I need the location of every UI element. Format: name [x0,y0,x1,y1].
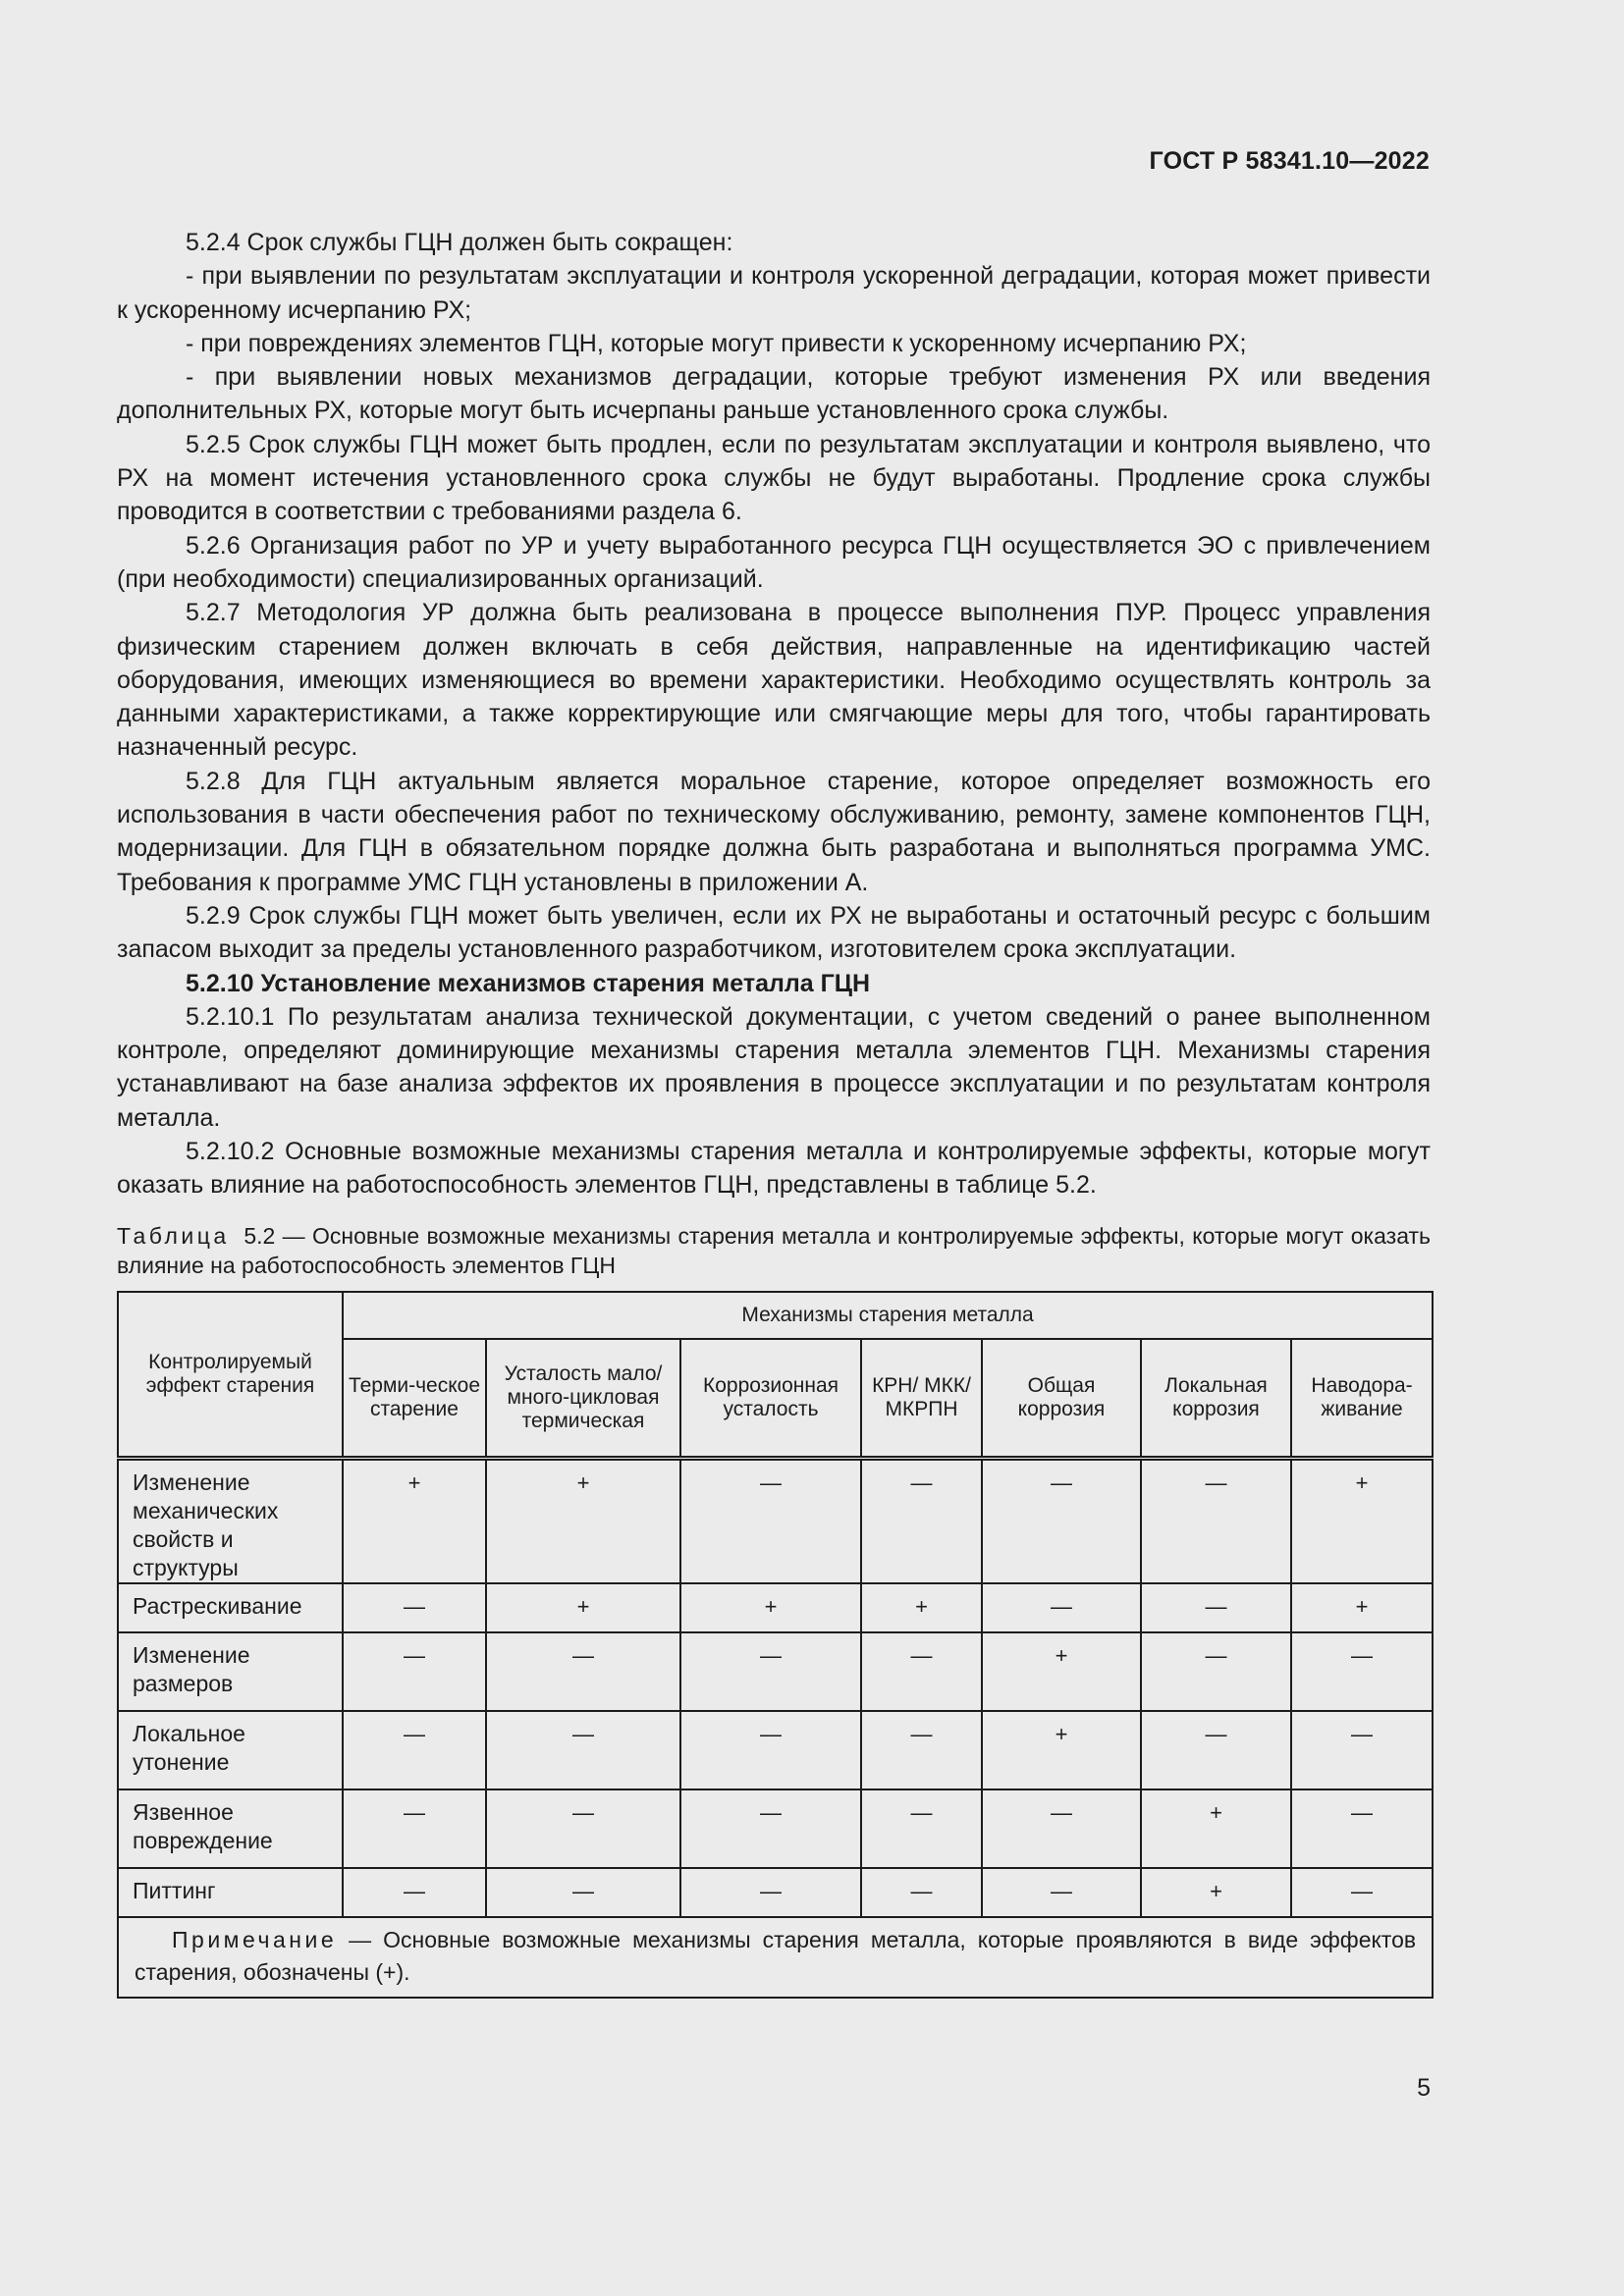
mechanism-cell: + [486,1459,680,1584]
mechanism-cell: — [861,1632,982,1711]
table-caption-label: Таблица [117,1223,230,1249]
paragraph: 5.2.10.1 По результатам анализа технической документации, с учетом сведений о ранее выполненном контроле, определяют доминирующие механизмы старения металла элементов ГЦН. Механизмы старения устанавливают на базе анализа эффектов их проявления в процессе эксплуатации и по результатам контроля металла. [117,1002,1431,1132]
mechanism-cell: — [486,1789,680,1868]
mechanism-cell: + [1291,1459,1433,1584]
mechanism-cell: + [982,1632,1141,1711]
paragraph: 5.2.10.2 Основные возможные механизмы старения металла и контролируемые эффекты, которые могут оказать влияние на работоспособность элементов ГЦН, представлены в таблице 5.2. [117,1138,1431,1200]
mechanism-cell: — [861,1711,982,1789]
mechanism-cell: — [343,1632,486,1711]
effect-label: Изменение размеров [118,1632,343,1711]
mechanism-header: Общая коррозия [982,1339,1141,1459]
effect-label: Питтинг [118,1868,343,1917]
mechanism-cell: — [680,1868,861,1917]
table-row [118,1868,1433,1917]
mechanism-cell: — [1291,1868,1433,1917]
table-row [118,1789,1433,1868]
mechanism-cell: — [680,1459,861,1584]
mechanism-cell: — [343,1789,486,1868]
mechanism-cell: — [861,1459,982,1584]
table-caption [117,1221,1431,1280]
paragraph: - при повреждениях элементов ГЦН, которые могут привести к ускоренному исчерпанию РХ; [186,329,1247,357]
effect-label: Язвенное повреждение [118,1789,343,1868]
mechanism-cell: + [1291,1583,1433,1632]
note-text: — Основные возможные механизмы старения металла, которые проявляются в виде эффектов старения, обозначены (+). [135,1927,1417,1985]
paragraph: 5.2.9 Срок службы ГЦН может быть увеличен, если их РХ не выработаны и остаточный ресурс с большим запасом выходит за пределы установленного разработчиком, изготовителем срока эксплуатации. [117,901,1431,964]
table-row [118,1459,1433,1584]
mechanism-cell: — [982,1583,1141,1632]
effect-column-header: Контролируемый эффект старения [118,1292,343,1459]
mechanism-cell: — [1141,1711,1291,1789]
mechanism-cell: — [680,1789,861,1868]
mechanism-cell: — [1291,1711,1433,1789]
standard-code: ГОСТ Р 58341.10—2022 [1149,147,1430,175]
mechanism-header: Наводора-живание [1291,1339,1433,1459]
effect-label: Растрескивание [118,1583,343,1632]
paragraph: 5.2.5 Срок службы ГЦН может быть продлен, если по результатам эксплуатации и контроля выявлено, что РХ на момент истечения установленного срока службы не будут выработаны. Продление срока службы проводится в соответствии с требованиями раздела 6. [117,430,1431,526]
paragraph: - при выявлении по результатам эксплуатации и контроля ускоренной деградации, которая может привести к ускоренному исчерпанию РХ; [117,262,1431,324]
mechanism-header: Усталость мало/много-цикловая термическая [486,1339,680,1459]
aging-mechanisms-table [117,1291,1434,1999]
mechanism-cell: — [343,1868,486,1917]
mechanism-cell: — [982,1459,1141,1584]
mechanism-cell: + [982,1711,1141,1789]
table-row [118,1711,1433,1789]
mechanism-cell: — [861,1789,982,1868]
mechanism-cell: — [982,1789,1141,1868]
mechanism-cell: — [680,1632,861,1711]
mechanisms-group-header: Механизмы старения металла [343,1292,1433,1339]
mechanism-header: Коррозионная усталость [680,1339,861,1459]
mechanism-cell: — [486,1632,680,1711]
section-heading: 5.2.10 Установление механизмов старения металла ГЦН [186,969,871,997]
effect-label: Изменение механических свойств и структуры [118,1459,343,1584]
mechanism-cell: — [680,1711,861,1789]
mechanism-cell: + [861,1583,982,1632]
mechanism-cell: — [1291,1789,1433,1868]
table-caption-text: 5.2 — Основные возможные механизмы старения металла и контролируемые эффекты, которые могут оказать влияние на работоспособность элементов ГЦН [117,1223,1431,1278]
paragraph: 5.2.4 Срок службы ГЦН должен быть сокращен: [186,229,733,256]
mechanism-cell: — [486,1868,680,1917]
note-label: Примечание [172,1927,338,1952]
paragraph: 5.2.7 Методология УР должна быть реализована в процессе выполнения ПУР. Процесс управления физическим старением должен включать в себя действия, направленные на идентификацию частей оборудования, имеющих изменяющиеся во времени характеристики. Необходимо осуществлять контроль за данными характеристиками, а также корректирующие или смягчающие меры для того, чтобы гарантировать назначенный ресурс. [117,599,1431,762]
mechanism-cell: + [486,1583,680,1632]
paragraph: 5.2.6 Организация работ по УР и учету выработанного ресурса ГЦН осуществляется ЭО с привлечением (при необходимости) специализированных организаций. [117,531,1431,593]
mechanism-cell: — [343,1583,486,1632]
mechanism-cell: + [343,1459,486,1584]
mechanism-cell: — [1141,1632,1291,1711]
mechanism-cell: + [680,1583,861,1632]
page-number: 5 [1417,2074,1431,2102]
mechanism-cell: — [486,1711,680,1789]
mechanism-cell: — [861,1868,982,1917]
mechanism-cell: — [1141,1583,1291,1632]
table-note [118,1917,1433,1998]
table-row [118,1632,1433,1711]
table-row [118,1583,1433,1632]
mechanism-cell: — [343,1711,486,1789]
mechanism-cell: — [1141,1459,1291,1584]
mechanism-header: Локальная коррозия [1141,1339,1291,1459]
mechanism-cell: — [982,1868,1141,1917]
body-text [117,226,1431,1202]
paragraph: 5.2.8 Для ГЦН актуальным является моральное старение, которое определяет возможность его использования в части обеспечения работ по техническому обслуживанию, ремонту, замене компонентов ГЦН, модернизации. Для ГЦН в обязательном порядке должна быть разработана и выполняться программа УМС. Требования к программе УМС ГЦН установлены в приложении А. [117,767,1431,896]
mechanism-cell: + [1141,1868,1291,1917]
paragraph: - при выявлении новых механизмов деградации, которые требуют изменения РХ или введения дополнительных РХ, которые могут быть исчерпаны раньше установленного срока службы. [117,363,1431,425]
mechanism-header: Терми-ческое старение [343,1339,486,1459]
mechanism-cell: + [1141,1789,1291,1868]
mechanism-header: КРН/ МКК/ МКРПН [861,1339,982,1459]
effect-label: Локальное утонение [118,1711,343,1789]
mechanism-cell: — [1291,1632,1433,1711]
